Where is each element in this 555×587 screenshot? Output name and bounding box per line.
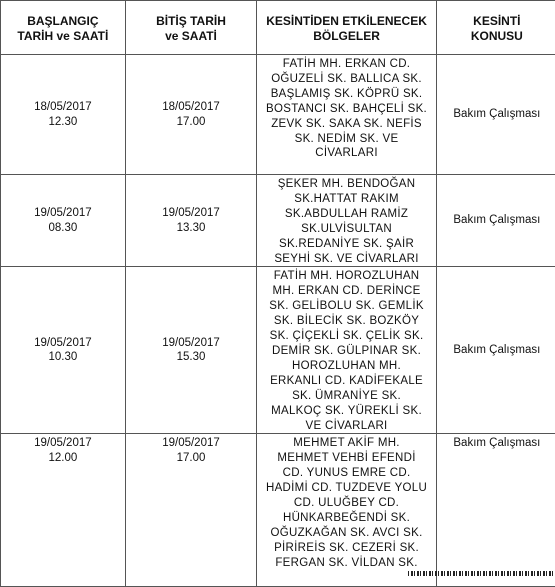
start-datetime-cell — [1, 175, 125, 267]
region-line: ZEVK SK. SAKA SK. NEFİS — [271, 117, 422, 130]
table-row — [0, 267, 555, 434]
header-text: KONUSU — [470, 29, 523, 43]
table-row — [0, 434, 555, 587]
table-header-row — [0, 1, 555, 55]
end-time: 15.30 — [176, 351, 206, 364]
subject-cell: Bakım Çalışması — [436, 434, 555, 587]
region-line: CİVARLARI — [315, 147, 378, 160]
affected-regions-header — [257, 1, 436, 55]
region-line: HOROZLUHAN MH. — [292, 359, 402, 372]
subject-cell: Bakım Çalışması — [436, 175, 555, 267]
end-datetime-cell — [125, 55, 257, 175]
region-line: MEHMET AKİF MH. — [293, 437, 400, 450]
region-line: VE CİVARLARI — [305, 419, 388, 432]
region-line: SK. ÇİÇEKLİ SK. ÇELİK SK. — [269, 330, 424, 343]
region-line: CD. YUNUS EMRE CD. — [282, 467, 411, 480]
region-line: SK. BİLECİK SK. BOZKÖY — [273, 315, 420, 328]
start-date: 19/05/2017 — [34, 206, 92, 219]
regions-cell — [257, 55, 436, 175]
region-line: SK.ABDULLAH RAMİZ — [284, 207, 409, 220]
region-line: OĞUZELİ SK. BALLICA SK. — [271, 72, 422, 85]
table-row — [0, 175, 555, 267]
end-date: 19/05/2017 — [162, 206, 220, 219]
end-date: 19/05/2017 — [162, 437, 220, 450]
region-line: SK. ÜMRANİYE SK. — [292, 389, 402, 402]
region-line: HÜNKARBEĞENDİ SK. — [282, 511, 411, 524]
outage-subject-header — [436, 1, 555, 55]
end-time: 17.00 — [176, 115, 206, 128]
region-line: MH. ERKAN CD. DERİNCE — [272, 285, 421, 298]
region-line: ŞEKER MH. BENDOĞAN — [277, 178, 416, 190]
region-line: PİRİREİS SK. CEZERİ SK. — [274, 541, 420, 554]
start-time: 08.30 — [48, 221, 78, 234]
region-line: BOSTANCI SK. BAHÇELİ SK. — [266, 102, 428, 115]
region-line: DEMİR SK. GÜLPINAR SK. — [271, 344, 422, 357]
end-time: 17.00 — [176, 452, 206, 465]
region-line: FATİH MH. HOROZLUHAN — [273, 270, 420, 283]
start-datetime-cell — [1, 434, 125, 587]
end-datetime-header — [125, 1, 257, 55]
regions-cell — [257, 434, 436, 587]
header-text: BİTİŞ TARİH — [156, 14, 226, 28]
regions-cell — [257, 175, 436, 267]
end-datetime-cell — [125, 175, 257, 267]
start-time: 10.30 — [48, 351, 78, 364]
header-text: KESİNTİ — [473, 14, 521, 28]
start-date: 19/05/2017 — [34, 336, 92, 349]
region-line: MALKOÇ SK. YÜREKLİ SK. — [271, 404, 422, 417]
table-row — [0, 55, 555, 175]
end-datetime-cell — [125, 434, 257, 587]
region-line: CD. ULUĞBEY CD. — [293, 497, 400, 510]
region-line: BAŞLAMIŞ SK. KÖPRÜ SK. — [270, 87, 423, 100]
region-line: ERKANLI CD. KADİFEKALE — [270, 374, 424, 387]
region-line: SK. NEDİM SK. VE — [294, 132, 399, 145]
regions-cell — [257, 267, 436, 434]
region-line: FATİH MH. ERKAN CD. — [282, 58, 411, 70]
region-line: OĞUZKAĞAN SK. AVCI SK. — [270, 526, 423, 539]
region-line: SEYHİ SK. VE CİVARLARI — [274, 252, 419, 265]
header-text: BÖLGELER — [313, 29, 380, 43]
region-line: SK. GELİBOLU SK. GEMLİK — [269, 300, 424, 313]
region-line: HADİMİ CD. TUZDEVE YOLU — [265, 482, 428, 495]
region-line: SK.HATTAT RAKIM — [294, 192, 399, 205]
start-datetime-cell — [1, 267, 125, 434]
subject-cell: Bakım Çalışması — [436, 267, 555, 434]
region-line: MEHMET VEHBİ EFENDİ — [277, 452, 416, 465]
start-datetime-cell — [1, 55, 125, 175]
barcode-strip — [408, 571, 555, 576]
header-text: BAŞLANGIÇ — [27, 14, 99, 28]
header-text: ve SAATİ — [165, 29, 217, 43]
header-text: KESİNTİDEN ETKİLENECEK — [266, 14, 427, 28]
end-date: 19/05/2017 — [162, 336, 220, 349]
end-datetime-cell — [125, 267, 257, 434]
start-time: 12.30 — [48, 115, 78, 128]
start-date: 19/05/2017 — [34, 437, 92, 450]
start-datetime-header — [1, 1, 125, 55]
subject-cell: Bakım Çalışması — [436, 55, 555, 175]
start-time: 12.00 — [48, 452, 78, 465]
region-line: SK.REDANİYE SK. ŞAİR — [278, 237, 415, 250]
region-line: SK.ULVİSULTAN — [301, 222, 392, 235]
header-text: TARİH ve SAATİ — [17, 29, 109, 43]
start-date: 18/05/2017 — [34, 100, 92, 113]
region-line: FERGAN SK. VİLDAN SK. — [275, 556, 418, 569]
end-date: 18/05/2017 — [162, 100, 220, 113]
end-time: 13.30 — [176, 221, 206, 234]
